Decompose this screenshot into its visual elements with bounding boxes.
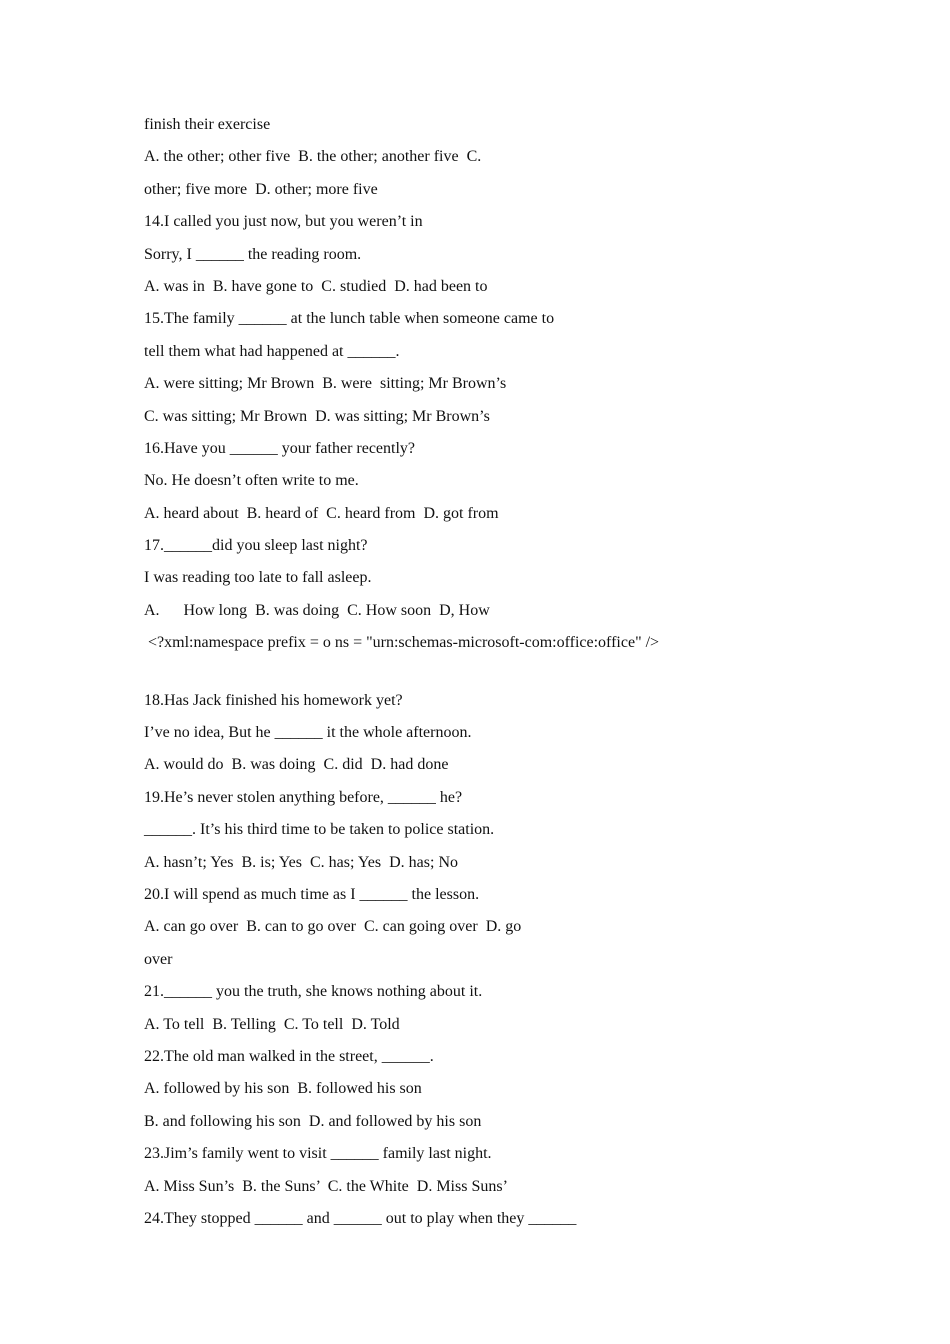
document-body xyxy=(144,109,844,1235)
question-14: 14.I called you just now, but you weren’t in xyxy=(144,213,423,231)
answer-options-line: A. the other; other five B. the other; another five C. xyxy=(144,148,482,166)
text-line: finish their exercise xyxy=(144,116,271,133)
question-24: 24.They stopped ______ and ______ out to play when they ______ xyxy=(144,1209,577,1227)
answer-options-line: A. can go over B. can to go over C. can going over D. go xyxy=(144,918,522,936)
answer-options-line: A. were sitting; Mr Brown B. were sitting; Mr Brown’s xyxy=(144,375,507,393)
question-16: 16.Have you ______ your father recently? xyxy=(144,439,416,457)
answer-options-line: B. and following his son D. and followed by his son xyxy=(144,1112,482,1130)
text-line: ______. It’s his third time to be taken to police station. xyxy=(144,821,495,839)
question-18: 18.Has Jack finished his homework yet? xyxy=(144,691,403,709)
text-line: tell them what had happened at ______. xyxy=(144,342,400,360)
answer-options-line: A. heard about B. heard of C. heard from D. got from xyxy=(144,504,499,522)
answer-options-line: A. was in B. have gone to C. studied D. had been to xyxy=(144,277,488,295)
answer-options-line: A. would do B. was doing C. did D. had done xyxy=(144,756,449,774)
answer-options-line: other; five more D. other; more five xyxy=(144,180,378,198)
question-23: 23.Jim’s family went to visit ______ family last night. xyxy=(144,1145,492,1163)
xml-namespace-line: <?xml:namespace prefix = o ns = "urn:schemas-microsoft-com:office:office" /> xyxy=(144,634,660,652)
question-22: 22.The old man walked in the street, ______. xyxy=(144,1047,434,1065)
question-19: 19.He’s never stolen anything before, ______ he? xyxy=(144,788,463,806)
answer-options-line: over xyxy=(144,950,173,968)
text-line: No. He doesn’t often write to me. xyxy=(144,472,359,490)
blank-gap xyxy=(144,660,844,685)
text-line: I’ve no idea, But he ______ it the whole afternoon. xyxy=(144,724,472,742)
question-20: 20.I will spend as much time as I ______ the lesson. xyxy=(144,885,480,903)
answer-options-line: A. How long B. was doing C. How soon D, How xyxy=(144,601,490,619)
answer-options-line: C. was sitting; Mr Brown D. was sitting; Mr Brown’s xyxy=(144,407,490,425)
answer-options-line: A. Miss Sun’s B. the Suns’ C. the White D. Miss Suns’ xyxy=(144,1177,508,1195)
answer-options-line: A. hasn’t; Yes B. is; Yes C. has; Yes D. has; No xyxy=(144,853,458,871)
question-21: 21.______ you the truth, she knows nothing about it. xyxy=(144,983,483,1001)
text-line: Sorry, I ______ the reading room. xyxy=(144,245,362,263)
question-15: 15.The family ______ at the lunch table when someone came to xyxy=(144,310,555,328)
answer-options-line: A. followed by his son B. followed his son xyxy=(144,1080,422,1098)
question-17: 17.______did you sleep last night? xyxy=(144,537,368,555)
text-line: I was reading too late to fall asleep. xyxy=(144,569,372,587)
answer-options-line: A. To tell B. Telling C. To tell D. Told xyxy=(144,1015,400,1033)
